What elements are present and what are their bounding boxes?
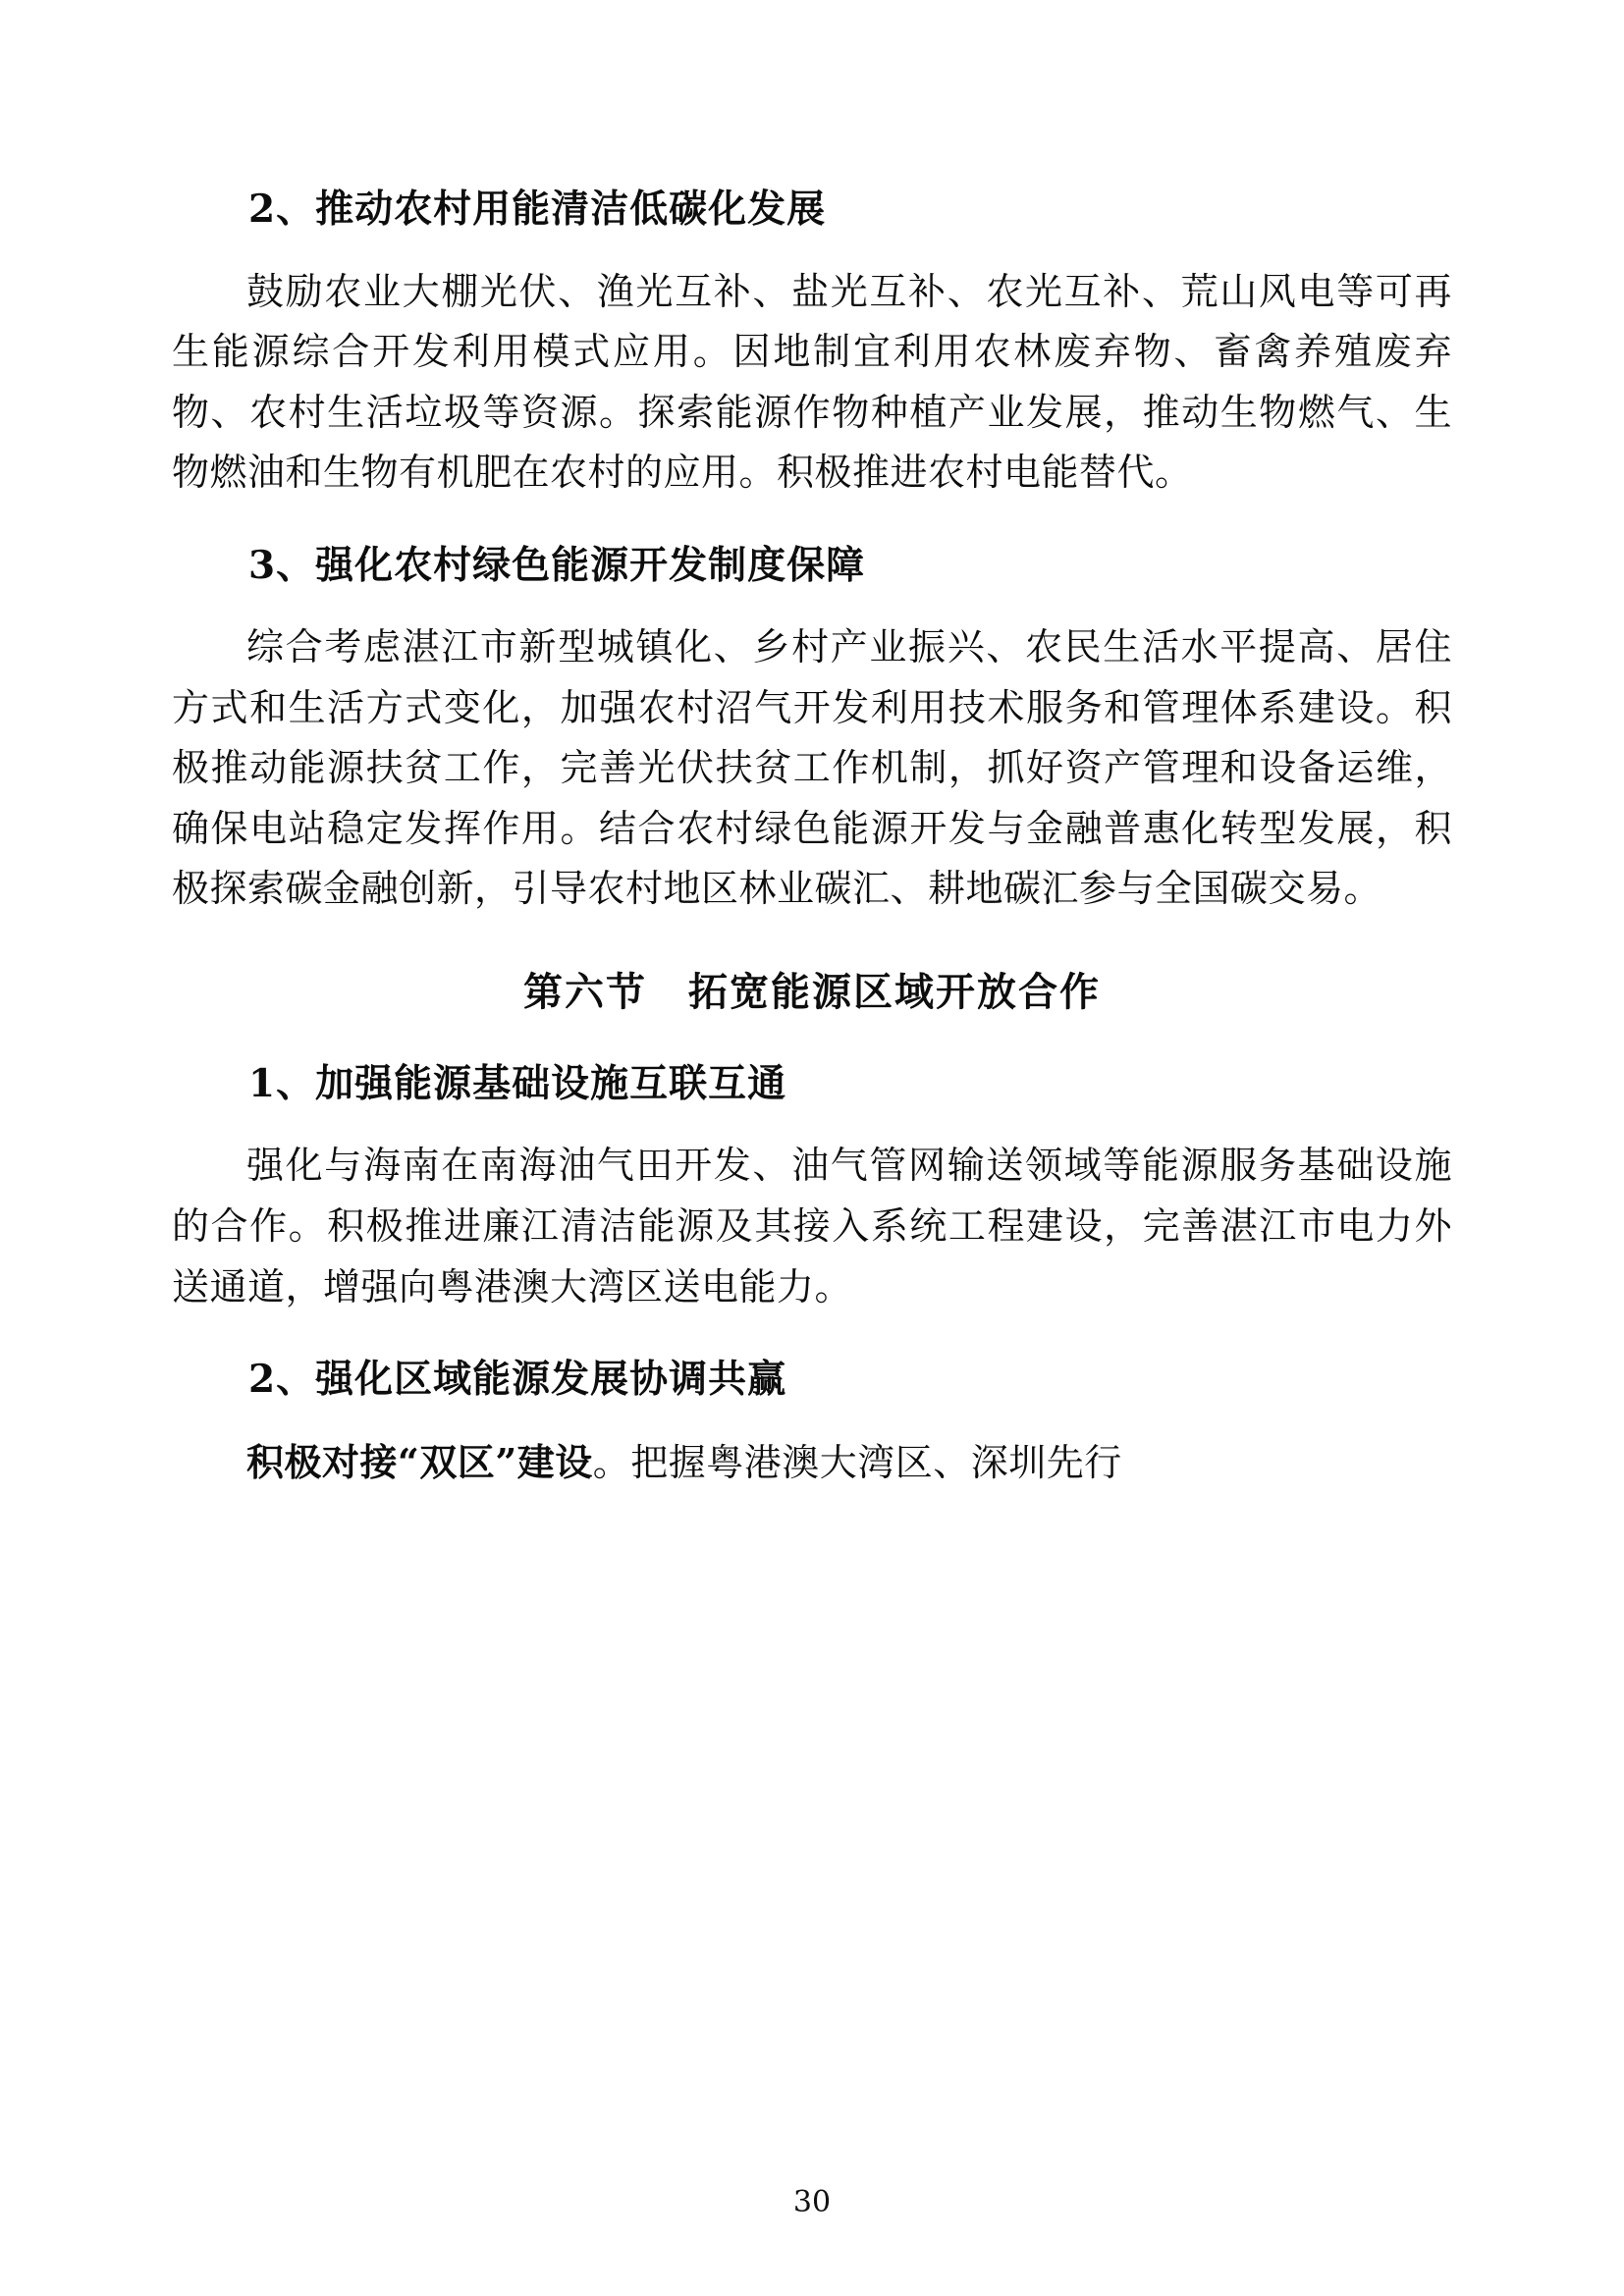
sub-heading-3-green-energy-system: 3、强化农村绿色能源开发制度保障 — [248, 542, 866, 588]
sub-heading-2-rural-energy: 2、推动农村用能清洁低碳化发展 — [248, 187, 827, 232]
paragraph-infrastructure: 强化与海南在南海油气田开发、油气管网输送领域等能源服务基础设施的合作。积极推进廉江清洁能源及其接入系统工程建设，完善湛江市电力外送通道，增强向粤港澳大湾区送电能力。 — [172, 1144, 1452, 1308]
sub-heading-2-regional-coordination: 2、强化区域能源发展协调共赢 — [248, 1357, 787, 1403]
paragraph-rural-energy: 鼓励农业大棚光伏、渔光互补、盐光互补、农光互补、荒山风电等可再生能源综合开发利用模式应用。因地制宜利用农林废弃物、畜禽养殖废弃物、农村生活垃圾等资源。探索能源作物种植产业发展，推动生物燃气、生物燃油和生物有机肥在农村的应用。积极推进农村电能替代。 — [172, 269, 1452, 495]
paragraph-green-energy-system: 综合考虑湛江市新型城镇化、乡村产业振兴、农民生活水平提高、居住方式和生活方式变化，加强农村沼气开发利用技术服务和管理体系建设。积极推动能源扶贫工作，完善光伏扶贫工作机制，抓好资产管理和设备运维，确保电站稳定发挥作用。结合农村绿色能源开发与金融普惠化转型发展，积极探索碳金融创新，引导农村地区林业碳汇、耕地碳汇参与全国碳交易。 — [172, 625, 1452, 911]
paragraph-regional-coordination — [172, 1432, 1452, 1494]
section-heading-six: 第六节 拓宽能源区域开放合作 — [523, 968, 1101, 1015]
document-body — [172, 181, 1452, 1493]
page-number: 30 — [792, 2185, 832, 2219]
paragraph-bold-lead: 积极对接“双区”建设 — [246, 1439, 593, 1484]
sub-heading-1-infrastructure: 1、加强能源基础设施互联互通 — [248, 1060, 787, 1106]
paragraph-rest-text: 。把握粤港澳大湾区、深圳先行 — [592, 1440, 1122, 1484]
